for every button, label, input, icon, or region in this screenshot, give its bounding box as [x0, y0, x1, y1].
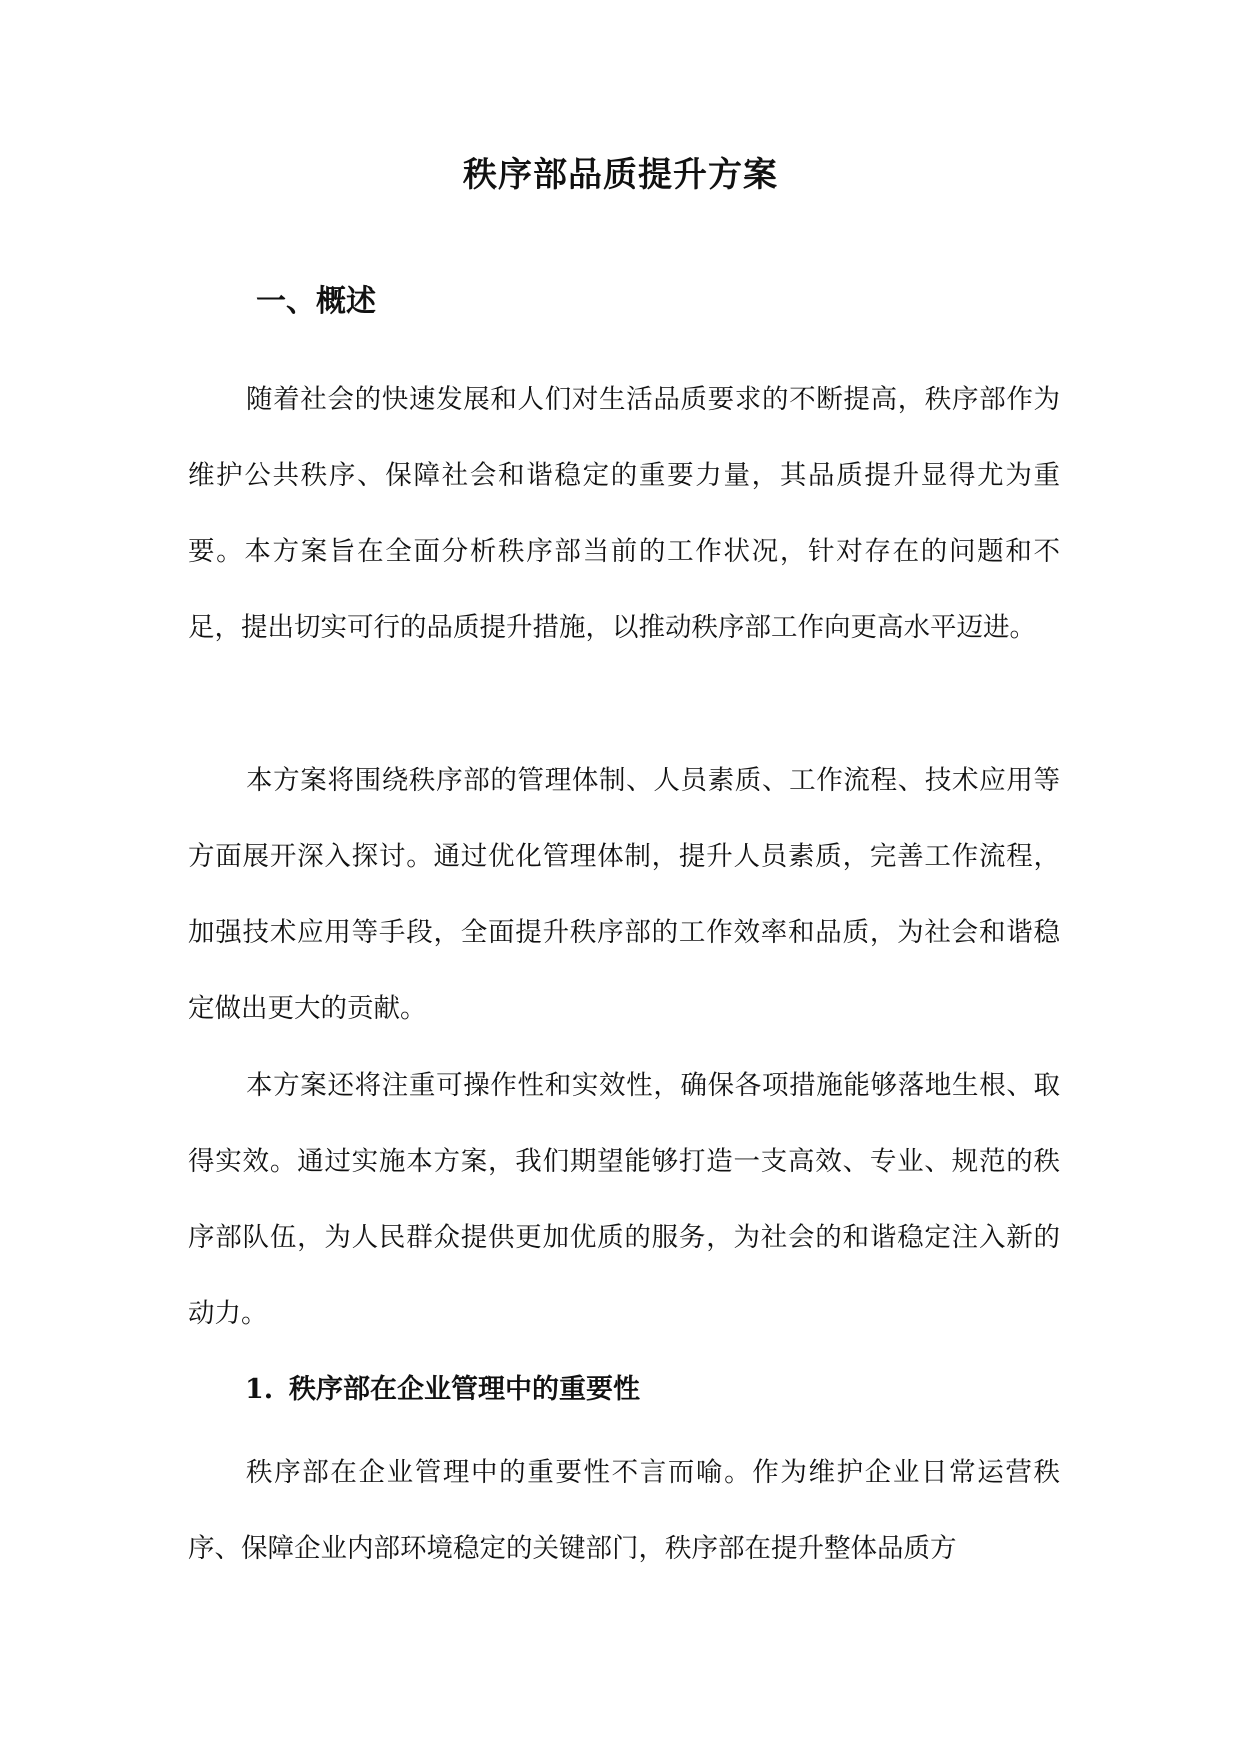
document-title: 秩序部品质提升方案	[463, 155, 778, 195]
overview-paragraph-2: 本方案将围绕秩序部的管理体制、人员素质、工作流程、技术应用等方面展开深入探讨。通过优化管理体制，提升人员素质，完善工作流程，加强技术应用等手段，全面提升秩序部的工作效率和品质，为社会和谐稳定做出更大的贡献。	[188, 765, 1060, 1024]
subsection-number: 1.	[245, 1374, 274, 1405]
subsection-heading-importance	[245, 1368, 640, 1412]
subsection-heading-text: 秩序部在企业管理中的重要性	[289, 1374, 640, 1405]
section-heading-overview: 一、概述	[256, 284, 376, 319]
importance-paragraph-1: 秩序部在企业管理中的重要性不言而喻。作为维护企业日常运营秩序、保障企业内部环境稳定的关键部门，秩序部在提升整体品质方	[188, 1457, 1060, 1564]
overview-paragraph-1: 随着社会的快速发展和人们对生活品质要求的不断提高，秩序部作为维护公共秩序、保障社会和谐稳定的重要力量，其品质提升显得尤为重要。本方案旨在全面分析秩序部当前的工作状况，针对存在的问题和不足，提出切实可行的品质提升措施，以推动秩序部工作向更高水平迈进。	[188, 384, 1060, 643]
overview-paragraph-3: 本方案还将注重可操作性和实效性，确保各项措施能够落地生根、取得实效。通过实施本方案，我们期望能够打造一支高效、专业、规范的秩序部队伍，为人民群众提供更加优质的服务，为社会的和谐稳定注入新的动力。	[188, 1070, 1060, 1329]
